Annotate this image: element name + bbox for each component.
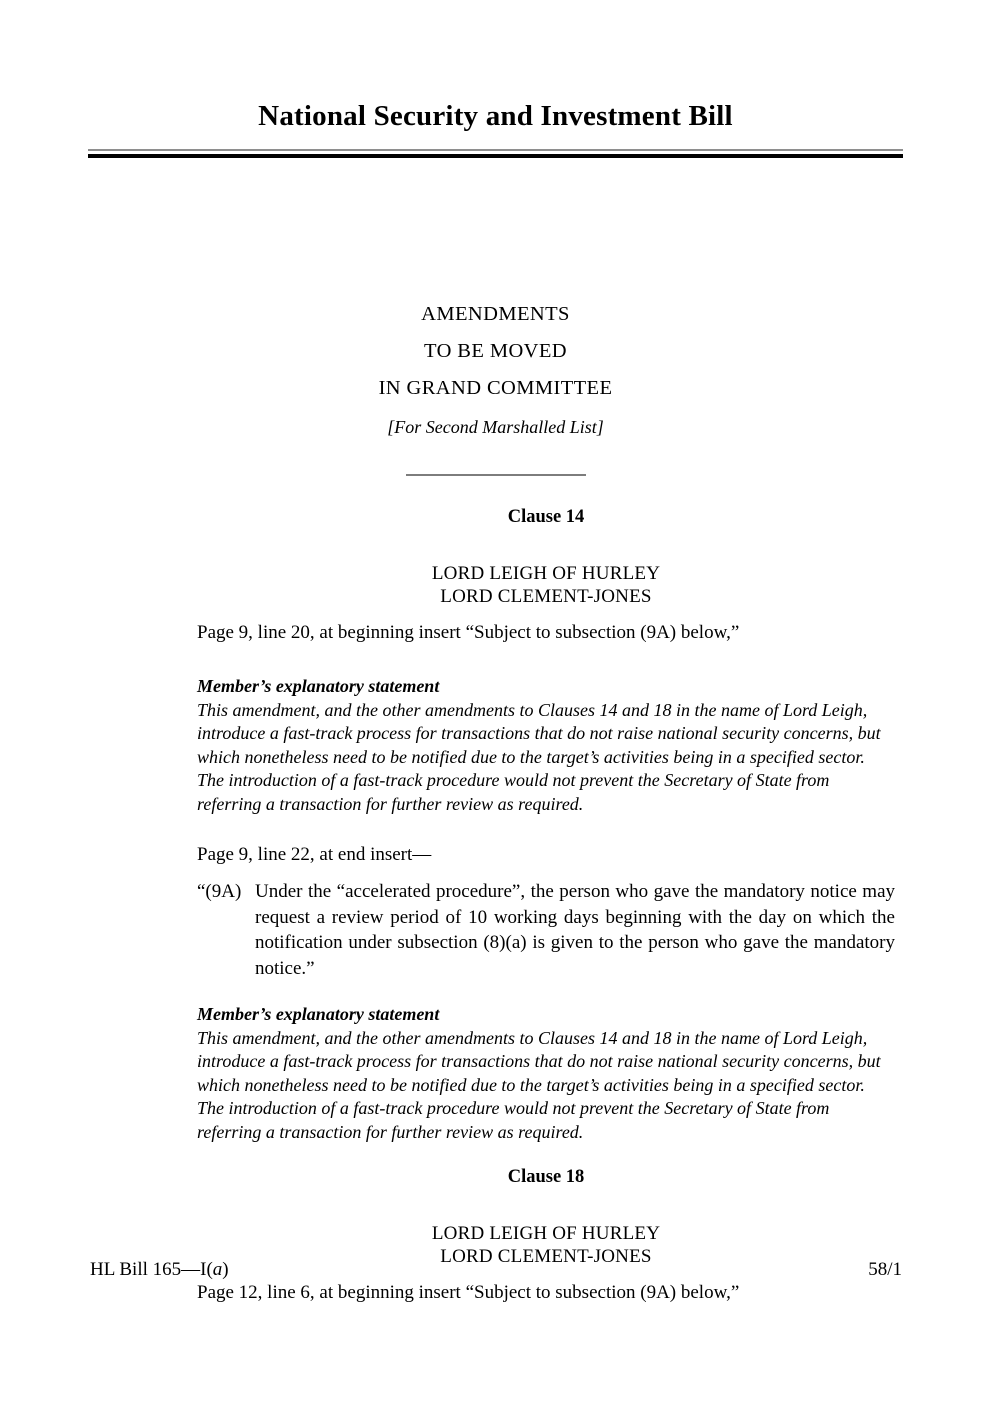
bill-reference-suffix: ) [222,1259,229,1280]
sponsor-list [197,562,895,608]
explanatory-statement-title: Member’s explanatory statement [197,676,440,697]
title-rule-thick [88,154,903,158]
frontmatter-line-in-grand-committee: IN GRAND COMMITTEE [378,377,613,399]
sponsor-name: LORD CLEMENT-JONES [440,586,652,608]
bill-reference-letter: a [212,1259,223,1280]
inserted-subsection-marker: “(9A) [197,881,242,903]
title-rule-thin [88,149,903,151]
amendment-instruction: Page 12, line 6, at beginning insert “Subject to subsection (9A) below,” [197,1282,740,1304]
frontmatter-line-amendments: AMENDMENTS [421,303,570,325]
inserted-subsection [197,879,895,981]
page-footer [90,1258,902,1282]
explanatory-statement [197,1003,895,1144]
frontmatter-line-to-be-moved: TO BE MOVED [424,340,567,362]
explanatory-statement-title: Member’s explanatory statement [197,1004,440,1025]
amendments-content [197,506,895,1305]
inserted-subsection-text: Under the “accelerated procedure”, the person who gave the mandatory notice may request a review period of 10 working days beginning with the day on which the notification under subsection (8)(a) is given to the person who gave the mandatory notice.” [255,881,895,979]
masthead [88,100,903,158]
sponsor-name: LORD LEIGH OF HURLEY [431,1223,661,1245]
bill-reference [90,1258,229,1282]
bill-reference-prefix: HL Bill 165—I( [90,1259,213,1280]
title-double-rule [88,149,903,158]
page-number: 58/1 [868,1259,902,1280]
explanatory-statement-text: This amendment, and the other amendments to Clauses 14 and 18 in the name of Lord Leigh, introduce a fast-track process for transactions that do not raise national security concerns, but which nonetheless need to be notified due to the target’s activities being in a specified sector. The introduction of a fast-track procedure would not prevent the Secretary of State from referring a transaction for further review as required. [197,1027,881,1142]
frontmatter-divider [406,474,586,476]
sponsor-name: LORD CLEMENT-JONES [440,1246,652,1268]
amendment-instruction: Page 9, line 22, at end insert— [197,844,432,866]
clause-heading: Clause 14 [507,507,585,527]
frontmatter [88,296,903,476]
amendment-instruction: Page 9, line 20, at beginning insert “Subject to subsection (9A) below,” [197,622,740,644]
frontmatter-marshalled-list-note: [For Second Marshalled List] [387,417,604,437]
clause-heading: Clause 18 [507,1167,585,1188]
section-clause-18 [197,1166,895,1305]
page-title: National Security and Investment Bill [258,100,733,132]
explanatory-statement-text: This amendment, and the other amendments to Clauses 14 and 18 in the name of Lord Leigh, introduce a fast-track process for transactions that do not raise national security concerns, but which nonetheless need to be notified due to the target’s activities being in a specified sector. The introduction of a fast-track procedure would not prevent the Secretary of State from referring a transaction for further review as required. [197,699,881,814]
section-clause-14 [197,506,895,1144]
sponsor-name: LORD LEIGH OF HURLEY [431,563,661,585]
explanatory-statement [197,675,895,816]
